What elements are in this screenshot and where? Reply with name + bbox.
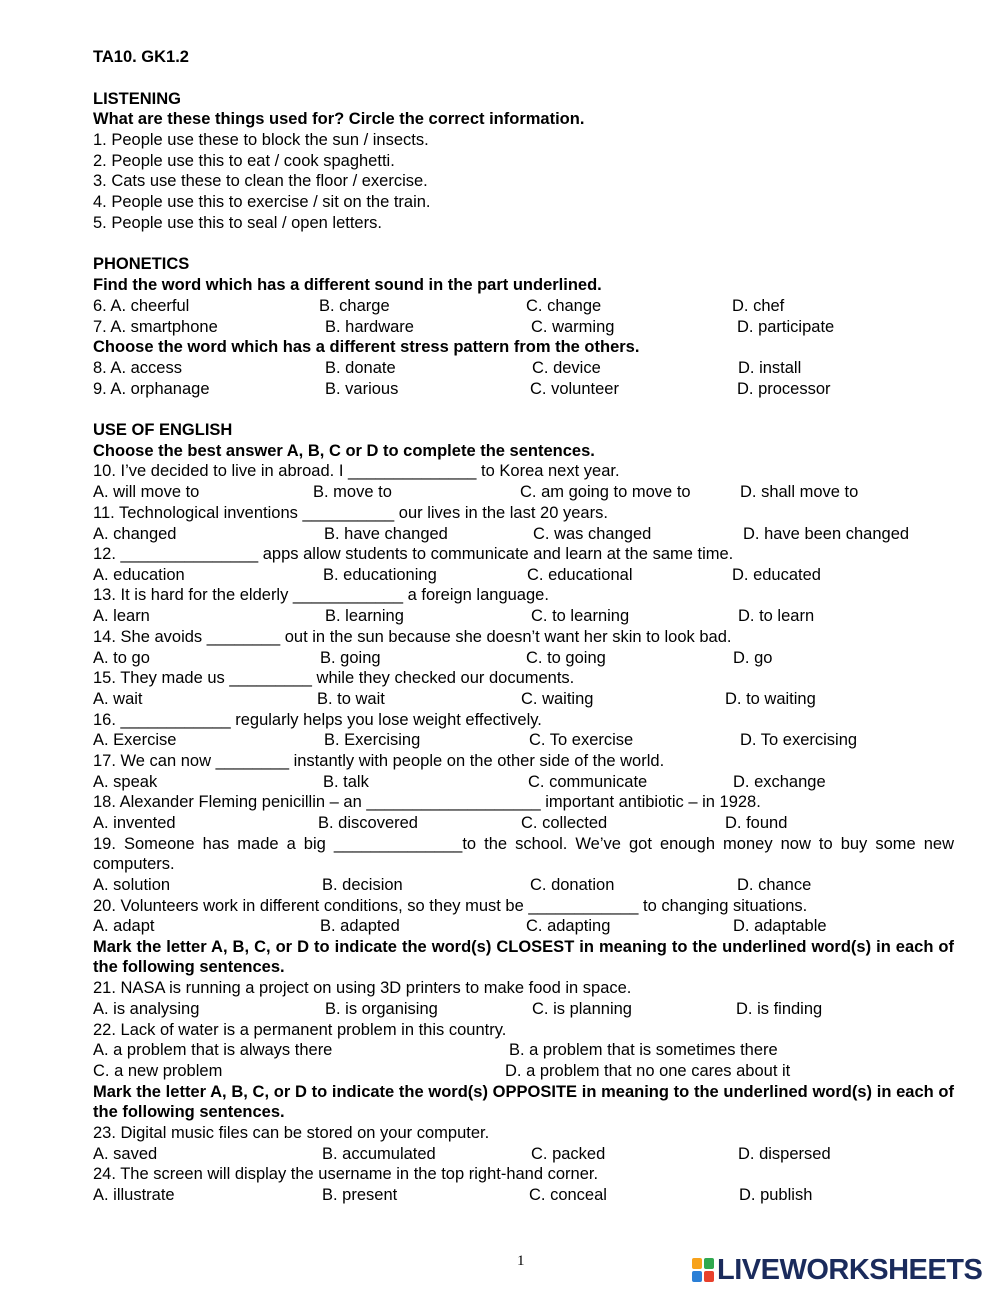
option-b: B. various <box>325 380 399 398</box>
option-a: A. changed <box>93 525 177 543</box>
option-d: D. exchange <box>733 773 826 791</box>
doc-title: TA10. GK1.2 <box>93 48 189 66</box>
option-a: 6. A. cheerful <box>93 297 190 315</box>
listening-heading: LISTENING <box>93 90 182 108</box>
closest-meaning-instruction: Mark the letter A, B, C, or D to indicate the word(s) CLOSEST in meaning to the underlined word(s) in each of the following sentences. <box>93 938 954 976</box>
option-c: C. donation <box>530 876 615 894</box>
option-d: D. chance <box>737 876 812 894</box>
option-b: B. adapted <box>320 917 400 935</box>
option-a: A. invented <box>93 814 176 832</box>
option-d: D. have been changed <box>743 525 910 543</box>
option-a: A. saved <box>93 1145 158 1163</box>
option-c: C. device <box>532 359 601 377</box>
liveworksheets-logo-icon <box>692 1258 714 1282</box>
option-d: D. participate <box>737 318 835 336</box>
listening-item: 4. People use this to exercise / sit on the train. <box>93 193 431 211</box>
logo-tile-red <box>704 1271 714 1282</box>
listening-item: 2. People use this to eat / cook spaghetti. <box>93 152 395 170</box>
question-10-stem: 10. I’ve decided to live in abroad. I ______________ to Korea next year. <box>93 462 620 480</box>
question-21-stem: 21. NASA is running a project on using 3D printers to make food in space. <box>93 979 632 997</box>
phonetics-instruction-sound: Find the word which has a different sound in the part underlined. <box>93 276 602 294</box>
option-c: C. was changed <box>533 525 652 543</box>
page-number: 1 <box>517 1253 525 1269</box>
logo-tile-green <box>704 1258 714 1269</box>
liveworksheets-logo[interactable] <box>692 1255 982 1285</box>
opposite-meaning-instruction: Mark the letter A, B, C, or D to indicate the word(s) OPPOSITE in meaning to the underlined word(s) in each of the following sentences. <box>93 1083 954 1121</box>
option-a: A. is analysing <box>93 1000 200 1018</box>
option-a: A. Exercise <box>93 731 177 749</box>
question-24-stem: 24. The screen will display the username in the top right-hand corner. <box>93 1165 599 1183</box>
option-c: C. am going to move to <box>520 483 691 501</box>
option-b: B. decision <box>322 876 403 894</box>
option-c: C. communicate <box>528 773 648 791</box>
listening-item: 1. People use these to block the sun / insects. <box>93 131 429 149</box>
listening-item: 3. Cats use these to clean the floor / exercise. <box>93 172 428 190</box>
option-c: C. to going <box>526 649 606 667</box>
listening-item: 5. People use this to seal / open letters. <box>93 214 382 232</box>
option-d: D. To exercising <box>740 731 858 749</box>
option-d: D. processor <box>737 380 831 398</box>
option-b: B. educationing <box>323 566 437 584</box>
option-a: A. education <box>93 566 185 584</box>
option-b: B. move to <box>313 483 392 501</box>
option-d: D. to learn <box>738 607 815 625</box>
option-d: D. to waiting <box>725 690 816 708</box>
option-a: A. adapt <box>93 917 155 935</box>
option-a: 8. A. access <box>93 359 182 377</box>
option-c: C. change <box>526 297 602 315</box>
option-c: C. conceal <box>529 1186 607 1204</box>
phonetics-instruction-stress: Choose the word which has a different stress pattern from the others. <box>93 338 640 356</box>
option-d: D. adaptable <box>733 917 827 935</box>
option-b: B. have changed <box>324 525 448 543</box>
option-a: A. speak <box>93 773 158 791</box>
option-d: D. is finding <box>736 1000 823 1018</box>
question-13-stem: 13. It is hard for the elderly ____________ a foreign language. <box>93 586 549 604</box>
option-c: C. packed <box>531 1145 606 1163</box>
option-a: A. wait <box>93 690 143 708</box>
question-23-stem: 23. Digital music files can be stored on your computer. <box>93 1124 490 1142</box>
option-b: B. hardware <box>325 318 414 336</box>
option-d: D. chef <box>732 297 785 315</box>
question-18-stem: 18. Alexander Fleming penicillin – an ___________________ important antibiotic – in 1928. <box>93 793 761 811</box>
option-a: A. to go <box>93 649 150 667</box>
option-b: B. talk <box>323 773 369 791</box>
option-b: B. going <box>320 649 381 667</box>
option-c: C. educational <box>527 566 633 584</box>
question-20-stem: 20. Volunteers work in different conditions, so they must be ____________ to changing situations. <box>93 897 808 915</box>
option-b: B. donate <box>325 359 396 377</box>
question-14-stem: 14. She avoids ________ out in the sun because she doesn’t want her skin to look bad. <box>93 628 732 646</box>
option-a: A. a problem that is always there <box>93 1041 333 1059</box>
question-19-stem: 19. Someone has made a big ______________to the school. We’ve got enough money now to buy some new computers. <box>93 835 954 873</box>
option-c: C. adapting <box>526 917 611 935</box>
liveworksheets-logo-text: LIVEWORKSHEETS <box>717 1253 983 1286</box>
option-a: A. learn <box>93 607 150 625</box>
option-b: B. Exercising <box>324 731 421 749</box>
question-11-stem: 11. Technological inventions __________ our lives in the last 20 years. <box>93 504 608 522</box>
option-a: 7. A. smartphone <box>93 318 218 336</box>
option-d: D. publish <box>739 1186 813 1204</box>
logo-tile-orange <box>692 1258 702 1269</box>
phonetics-heading: PHONETICS <box>93 255 190 273</box>
option-b: B. present <box>322 1186 398 1204</box>
question-22-stem: 22. Lack of water is a permanent problem in this country. <box>93 1021 507 1039</box>
option-d: D. a problem that no one cares about it <box>505 1062 791 1080</box>
option-c: C. volunteer <box>530 380 619 398</box>
option-b: B. is organising <box>325 1000 438 1018</box>
option-d: D. go <box>733 649 773 667</box>
option-a: A. will move to <box>93 483 200 501</box>
option-c: C. warming <box>531 318 615 336</box>
option-d: D. shall move to <box>740 483 859 501</box>
option-a: A. illustrate <box>93 1186 175 1204</box>
option-c: C. a new problem <box>93 1062 223 1080</box>
option-c: C. to learning <box>531 607 630 625</box>
option-d: D. dispersed <box>738 1145 831 1163</box>
logo-tile-blue <box>692 1271 702 1282</box>
option-b: B. to wait <box>317 690 385 708</box>
question-12-stem: 12. _______________ apps allow students to communicate and learn at the same time. <box>93 545 734 563</box>
option-a: 9. A. orphanage <box>93 380 210 398</box>
option-c: C. is planning <box>532 1000 632 1018</box>
option-b: B. charge <box>319 297 390 315</box>
option-b: B. learning <box>325 607 404 625</box>
option-c: C. To exercise <box>529 731 634 749</box>
use-of-english-instruction: Choose the best answer A, B, C or D to complete the sentences. <box>93 442 595 460</box>
option-b: B. discovered <box>318 814 418 832</box>
option-c: C. waiting <box>521 690 594 708</box>
use-of-english-heading: USE OF ENGLISH <box>93 421 233 439</box>
option-d: D. install <box>738 359 802 377</box>
option-a: A. solution <box>93 876 171 894</box>
option-d: D. educated <box>732 566 821 584</box>
question-15-stem: 15. They made us _________ while they checked our documents. <box>93 669 575 687</box>
option-c: C. collected <box>521 814 608 832</box>
option-b: B. accumulated <box>322 1145 436 1163</box>
option-d: D. found <box>725 814 788 832</box>
option-b: B. a problem that is sometimes there <box>509 1041 778 1059</box>
listening-instruction: What are these things used for? Circle the correct information. <box>93 110 585 128</box>
question-16-stem: 16. ____________ regularly helps you lose weight effectively. <box>93 711 542 729</box>
question-17-stem: 17. We can now ________ instantly with people on the other side of the world. <box>93 752 665 770</box>
